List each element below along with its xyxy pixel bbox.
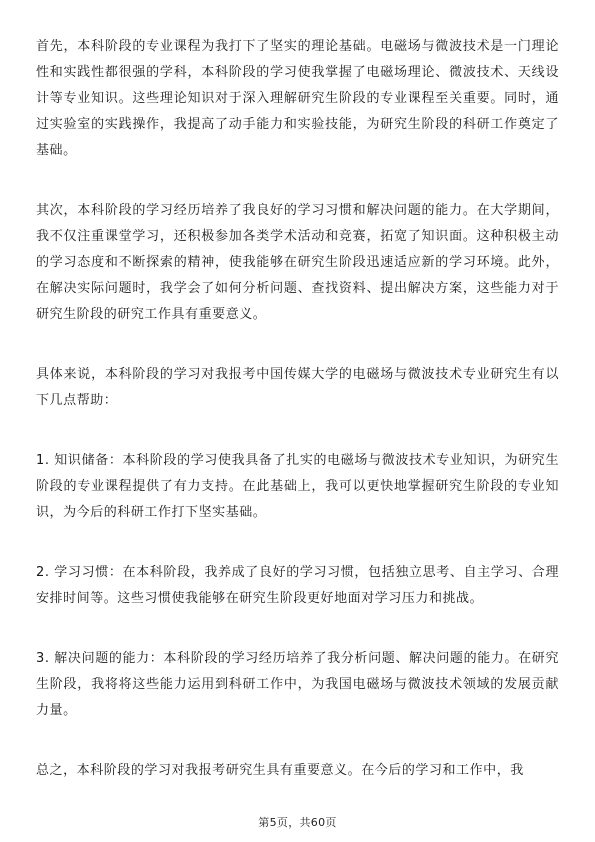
paragraph-habits: 其次，本科阶段的学习经历培养了我良好的学习习惯和解决问题的能力。在大学期间，我不仅注重课堂学习，还积极参加各类学术活动和竞赛，拓宽了知识面。这种积极主动的学习态度和不断探索的精神，使我能够在研究生阶段迅速适应新的学习环境。此外，在解决实际问题时，我学会了如何分析问题、查找资料、提出解决方案，这些能力对于研究生阶段的研究工作具有重要意义。 (36, 203, 559, 322)
paragraph-foundation: 首先，本科阶段的专业课程为我打下了坚实的理论基础。电磁场与微波技术是一门理论性和实践性都很强的学科，本科阶段的学习使我掌握了电磁场理论、微波技术、天线设计等专业知识。这些理论知识对于深入理解研究生阶段的专业课程至关重要。同时，通过实验室的实践操作，我提高了动手能力和实验技能，为研究生阶段的科研工作奠定了基础。 (36, 39, 559, 158)
paragraph-conclusion: 总之，本科阶段的学习对我报考研究生具有重要意义。在今后的学习和工作中，我 (36, 763, 524, 778)
paragraph-intro-list: 具体来说，本科阶段的学习对我报考中国传媒大学的电磁场与微波技术专业研究生有以下几点帮助： (36, 367, 559, 408)
list-item-problem-solving: 3. 解决问题的能力：本科阶段的学习经历培养了我分析问题、解决问题的能力。在研究生阶段，我将将这些能力运用到科研工作中，为我国电磁场与微波技术领域的发展贡献力量。 (36, 651, 559, 718)
list-item-knowledge: 1. 知识储备：本科阶段的学习使我具备了扎实的电磁场与微波技术专业知识，为研究生阶段的专业课程提供了有力支持。在此基础上，我可以更快地掌握研究生阶段的专业知识，为今后的科研工作打下坚实基础。 (36, 453, 559, 520)
page-number-footer: 第5页，共60页 (258, 816, 337, 829)
list-item-study-habits: 2. 学习习惯：在本科阶段，我养成了良好的学习习惯，包括独立思考、自主学习、合理安排时间等。这些习惯使我能够在研究生阶段更好地面对学习压力和挑战。 (36, 565, 559, 606)
